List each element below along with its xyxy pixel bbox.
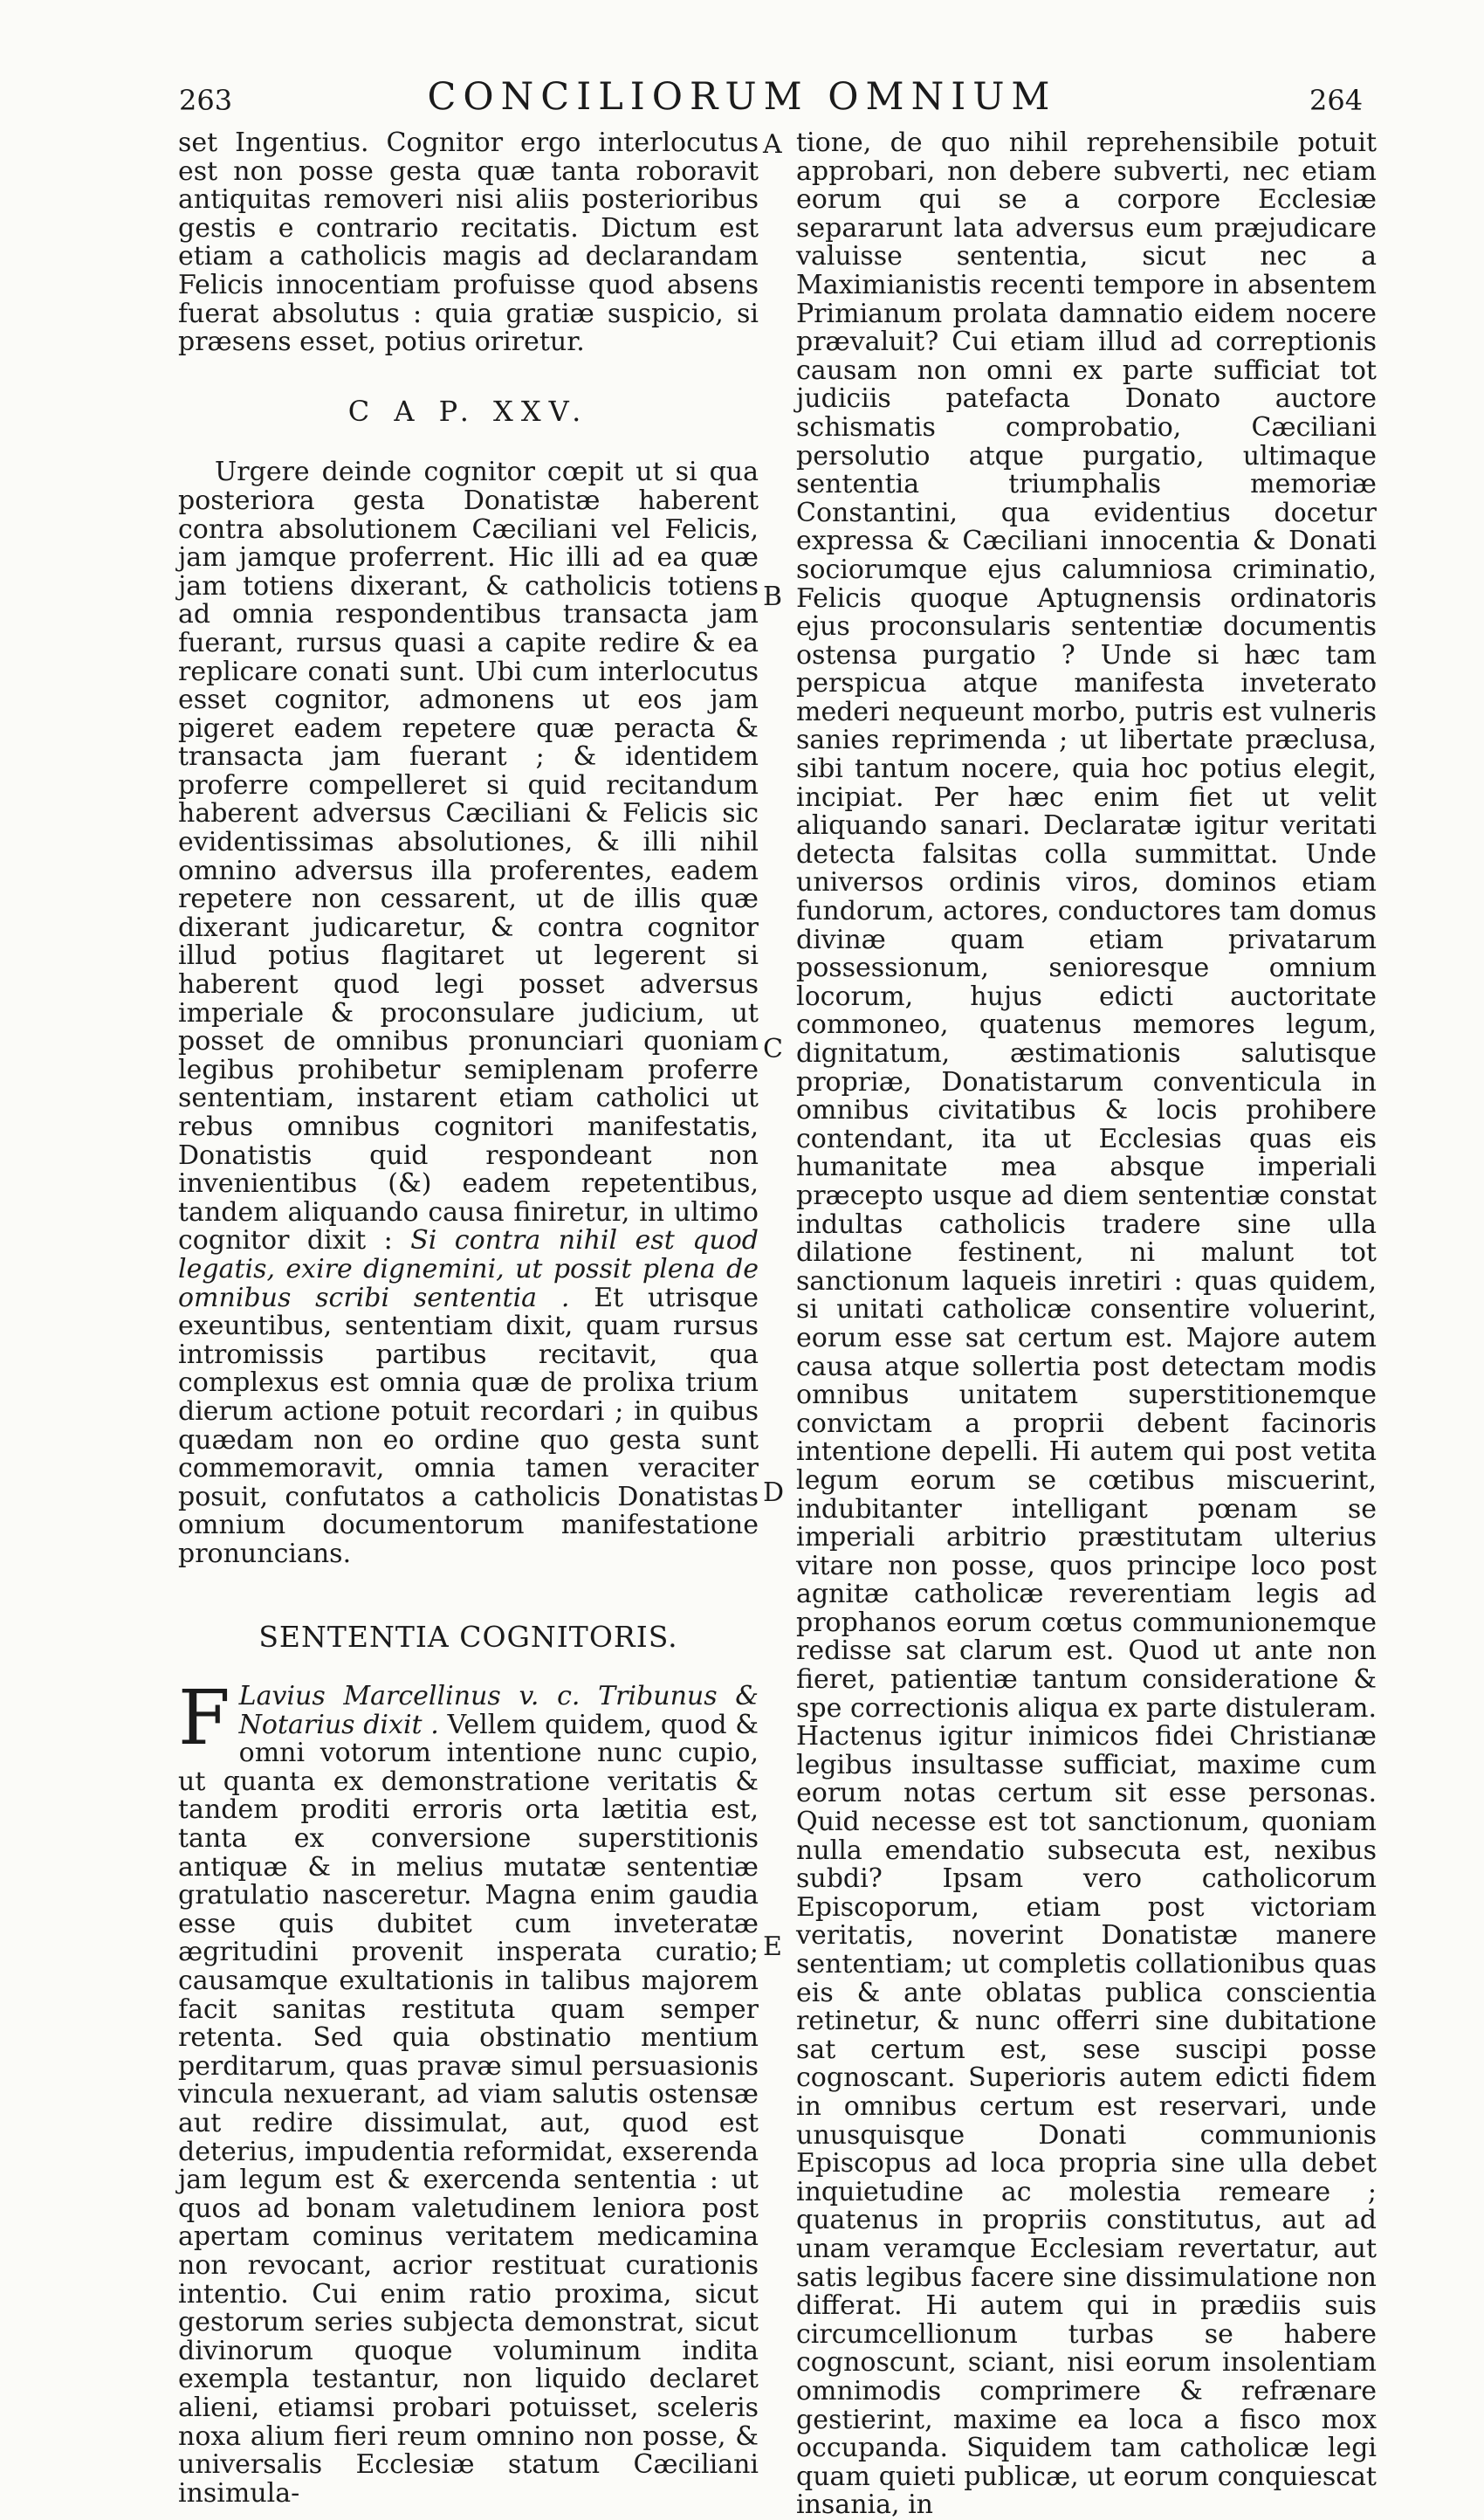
chapter-text-end: Et utrisque exeuntibus, sententiam dixit, quam rursus intromissis partibus recitavit, qua complexus est omnia quæ de prolixa trium dierum actione potuit recordari ; in quibus quædam non eo ordine quo gesta sunt commemoravit, omnia tamen veraciter posuit, confutatos a catholicis Donatistas omnium documentorum manifestatione pronuncians. [178, 1282, 759, 1569]
sententia-heading: SENTENTIA COGNITORIS. [258, 1619, 678, 1654]
chapter-text: Urgere deinde cognitor cœpit ut si qua posteriora gesta Donatistæ haberent contra absolutionem Cæciliani vel Felicis, jam jamque proferrent. Hic illi ad ea quæ jam totiens dixerant, & catholicis totiens ad omnia respondentibus transacta jam fuerant, rursus quasi a capite redire & ea replicare conati sunt. Ubi cum interlocutus esset cognitor, admonens ut eos jam pigeret eadem repetere quæ peracta & transacta jam fuerant ; & identidem proferre compelleret si quid recitandum haberent adversus Cæciliani & Felicis sic evidentissimas absolutiones, & illi nihil omnino adversus illa proferentes, eadem repetere non cessarent, ut de illis quæ dixerant judicaretur, & contra cognitor illud potius flagitaret ut legerent si haberent quod legi posset adversus imperiale & proconsulare judicium, ut posset de omnibus pronunciari quoniam legibus prohibetur semiplenam proferre sententiam, instarent etiam catholici ut rebus omnibus cognitori manifestatis, Donatistis quid respondeant non invenientibus (&) eadem repetentibus, tandem aliquando causa finiretur, in ultimo cognitor dixit : [178, 457, 759, 1257]
chapter-heading: C A P. XXV. [347, 394, 589, 428]
drop-cap: F [178, 1675, 230, 1763]
page-number-right: 264 [1309, 84, 1364, 117]
paragraph-sententia [178, 1675, 759, 2509]
right-column [796, 129, 1377, 2520]
quote-text: Si contra nihil est quod legatis, exire dignemini, ut possit plena de omnibus scribi sententia . [178, 1225, 759, 1313]
sententia-text: Vellem quidem, quod & omni votorum intentione nunc cupio, ut quanta ex demonstratione veritatis & tandem proditi erroris orta lætitia est, tanta ex conversione superstitionis antiquæ & in melius mutatæ sententiæ gratulatio nasceretur. Magna enim gaudia esse quis dubitet cum inveteratæ ægritudini provenit insperata curatio; causamque exultationis in talibus majorem facit sanitas restituta quam semper retenta. Sed quia obstinatio mentium perditarum, quas pravæ simul persuasionis vincula nexuerant, ad viam salutis ostensæ aut redire dissimulat, aut, quod est deterius, impudentia reformidat, exserenda jam legum est & exercenda sententia : ut quos ad bonam valetudinem leniora post apertam cominus veritatem medicamina non revocant, acrior restituat curationis intentio. Cui enim ratio proxima, sicut gestorum series subjecta demonstrat, sicut divinorum quoque voluminum indita exempla testantur, non liquido declaret alieni, etiamsi probari potuisset, sceleris noxa alium fieri reum omnino non posse, & universalis Ecclesiæ statum Cæciliani insimula- [178, 1709, 759, 2509]
margin-letter-c: C [763, 1034, 783, 1064]
running-title: CONCILIORUM OMNIUM [427, 75, 1057, 119]
page-number-left: 263 [179, 84, 233, 117]
paragraph-intro: set Ingentius. Cognitor ergo interlocutus est non posse gesta quæ tanta roboravit antiquitas removeri nisi aliis posterioribus gestis e contrario recitatis. Dictum est etiam a catholicis magis ad declarandam Felicis innocentiam profuisse quod absens fuerat absolutus : quia gratiæ suspicio, si præsens esset, potius oriretur. [178, 127, 759, 358]
speaker-line: Lavius Marcellinus v. c. Tribunus & Notarius dixit . [238, 1681, 759, 1740]
margin-letter-a: A [763, 129, 782, 160]
paragraph-continued: tione, de quo nihil reprehensibile potuit approbari, non debere subverti, nec etiam eorum qui se a corpore Ecclesiæ separarunt lata adversus eum præjudicare valuisse sententia, sicut nec a Maximianistis recenti tempore in absentem Primianum prolata damnatio eidem nocere prævaluit? Cui etiam illud ad correptionis causam non omni ex parte sufficiat tot judiciis patefacta Donato auctore schismatis comprobatio, Cæciliani persolutio atque purgatio, ultimaque sententia triumphalis memoriæ Constantini, qua evidentius docetur expressa & Cæciliani innocentia & Donati sociorumque ejus calumniosa criminatio, Felicis quoque Aptugnensis ordinatoris ejus proconsularis sententiæ documentis ostensa purgatio ? Unde si hæc tam perspicua atque manifesta inveterato mederi nequeunt morbo, putris est vulneris sanies reprimenda ; ut libertate præclusa, sibi tantum nocere, quia hoc potius elegit, incipiat. Per hæc enim fiet ut velit aliquando sanari. Declaratæ igitur veritati detecta falsitas colla summittat. Unde universos ordinis viros, dominos etiam fundorum, actores, conductores tam domus divinæ quam etiam privatarum possessionum, senioresque omnium locorum, hujus edicti auctoritate commoneo, quatenus memores legum, dignitatum, æstimationis salutisque propriæ, Donatistarum conventicula in omnibus civitatibus & locis prohibere contendant, ita ut Ecclesias quas eis humanitate mea absque imperiali præcepto usque ad diem sententiæ constat indultas catholicis tradere sine ulla dilatione festinent, ni malunt tot sanctionum laqueis inretiri : quas quidem, si unitati catholicæ consentire voluerint, eorum esse sat certum est. Majore autem causa atque sollertia post detectam modis omnibus unitatem superstitionemque convictam a proprii debent facinoris intentione depelli. Hi autem qui post vetita legum eorum se cœtibus miscuerint, indubitanter intelligant pœnam se imperiali arbitrio præstitutam ulterius vitare non posse, quos principe loco post agnitæ catholicæ reverentiam legis ad prophanos eorum cœtus communionemque redisse sat clarum est. Quod ut ante non fieret, patientiæ tantum consideratione & spe correctionis aliqua ex parte distuleram. Hactenus igitur inimicos fidei Christianæ legibus insultasse sufficiat, maxime cum eorum notas certum sit esse personas. Quid necesse est tot sanctionum, quoniam nulla emendatio subsecuta est, nexibus subdi? Ipsam vero catholicorum Episcoporum, etiam post victoriam veritatis, noverint Donatistæ manere sententiam; ut completis collationibus quas eis & ante oblatas publica conscientia retinetur, & nunc offerri sine dubitatione sat certum est, sese suscipi posse cognoscant. Superioris autem edicti fidem in omnibus certum est reservari, unde unusquisque Donati communionis Episcopus ad loca propria sine ulla debet inquietudine ac molestia remeare ; quatenus in propriis constitutus, aut ad unam veramque Ecclesiam revertatur, aut satis legibus facere sine dissimulatione non differat. Hi autem qui in prædiis suis circumcellionum turbas se habere cognoscunt, sciant, nisi eorum insolentiam omnimodis comprimere & refrænare gestierint, maxime ea loca a fisco mox occupanda. Siquidem tam catholicæ legi quam quieti publicæ, ut eorum conquiescat insania, in [796, 127, 1377, 2520]
margin-letter-b: B [763, 582, 783, 612]
left-column [178, 129, 759, 2508]
paragraph-chapter [178, 458, 759, 1568]
margin-letter-e: E [763, 1931, 782, 1962]
margin-letter-d: D [763, 1477, 785, 1508]
